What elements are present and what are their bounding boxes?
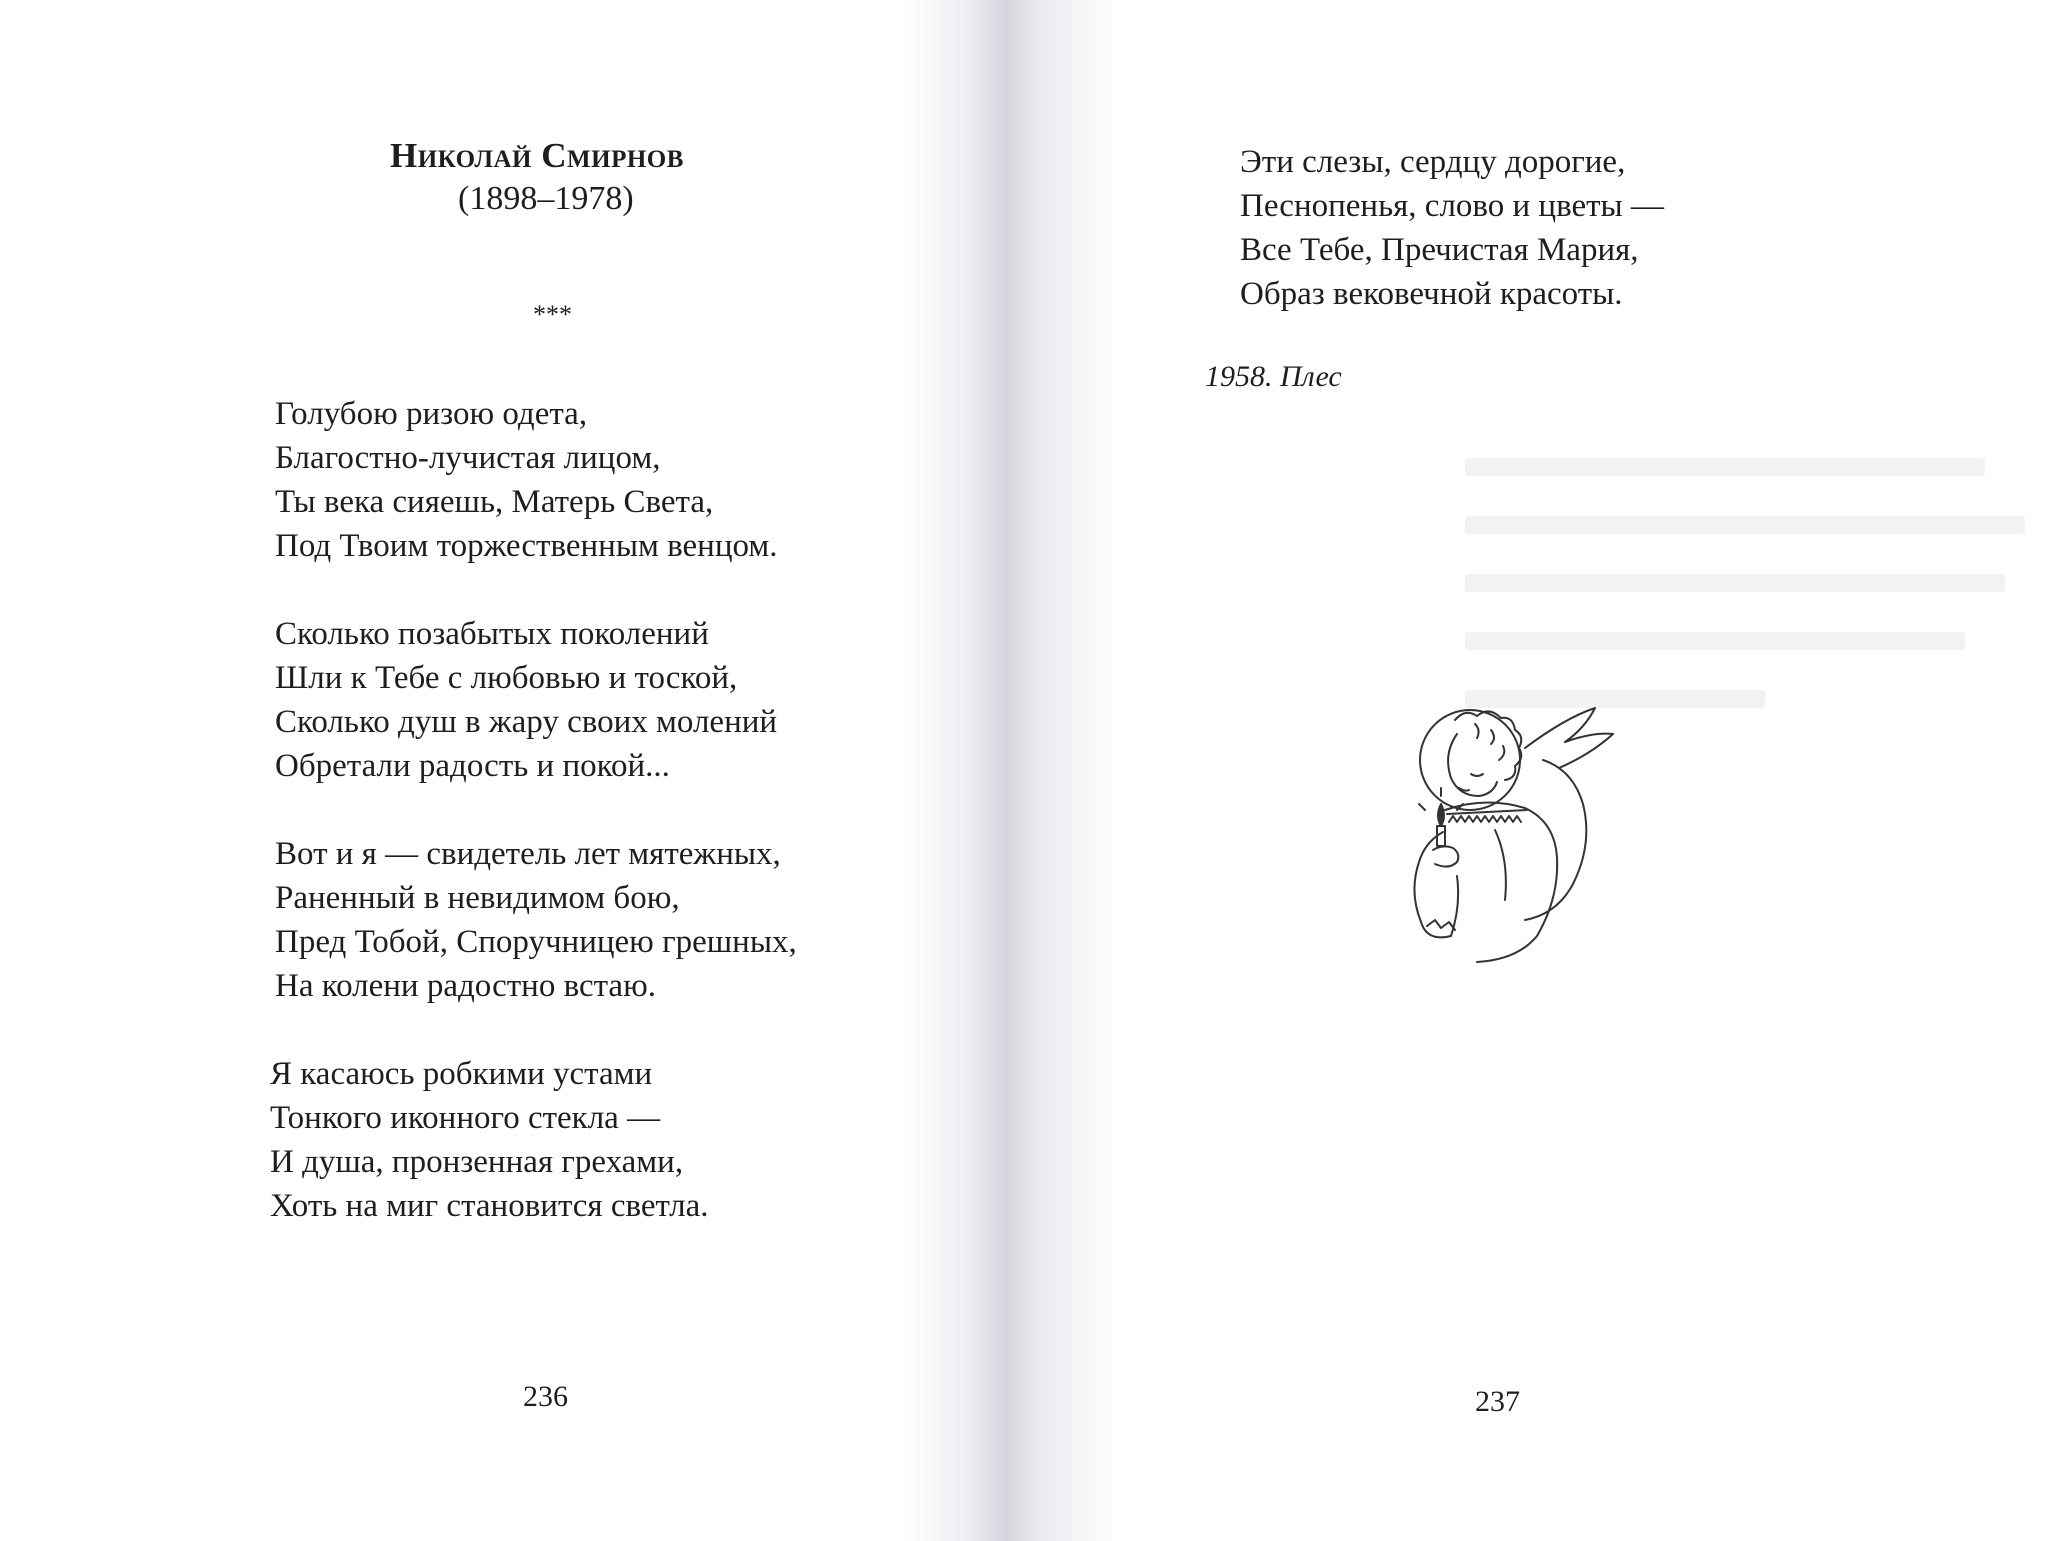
poem-date-place: 1958. Плес <box>1205 360 1342 393</box>
poem-line: Образ вековечной красоты. <box>1240 276 1623 312</box>
poem-line: Все Тебе, Пречистая Мария, <box>1240 232 1639 268</box>
poem-line: Шли к Тебе с любовью и тоской, <box>275 660 738 696</box>
poem-line: Тонкого иконного стекла — <box>270 1100 661 1136</box>
author-name: Николай Смирнов <box>390 136 684 175</box>
poem-line: Благостно-лучистая лицом, <box>275 440 661 476</box>
poem-line: На колени радостно встаю. <box>275 968 656 1004</box>
poem-line: Обретали радость и покой... <box>275 748 670 784</box>
poem-line: Голубою ризою одета, <box>275 396 588 432</box>
poem-line: Под Твоим торжественным венцом. <box>275 528 778 564</box>
poem-line: И душа, пронзенная грехами, <box>270 1144 684 1180</box>
poem-line: Сколько позабытых поколений <box>275 616 709 652</box>
stanza-5 <box>1240 140 1664 316</box>
right-page <box>960 0 2048 1541</box>
poem-line: Эти слезы, сердцу дорогие, <box>1240 144 1626 180</box>
poem-line: Пред Тобой, Споручницею грешных, <box>275 924 797 960</box>
page-number-right: 237 <box>1475 1385 1520 1418</box>
angel-with-candle-icon <box>1375 690 1635 970</box>
poem-line: Сколько душ в жару своих молений <box>275 704 778 740</box>
stanza-1 <box>275 392 778 568</box>
poem-title-mark: *** <box>533 300 572 329</box>
author-dates: (1898–1978) <box>458 180 634 217</box>
poem-line: Ты века сияешь, Матерь Света, <box>275 484 714 520</box>
stanza-4 <box>270 1052 709 1228</box>
poem-line: Я касаюсь робкими устами <box>270 1056 653 1092</box>
poem-line: Песнопенья, слово и цветы — <box>1240 188 1664 224</box>
stanza-3 <box>275 832 797 1008</box>
left-page <box>0 0 960 1541</box>
page-number-left: 236 <box>523 1380 568 1413</box>
stanza-2 <box>275 612 777 788</box>
poem-line: Хоть на миг становится светла. <box>270 1188 709 1224</box>
poem-line: Раненный в невидимом бою, <box>275 880 680 916</box>
poem-line: Вот и я — свидетель лет мятежных, <box>275 836 781 872</box>
